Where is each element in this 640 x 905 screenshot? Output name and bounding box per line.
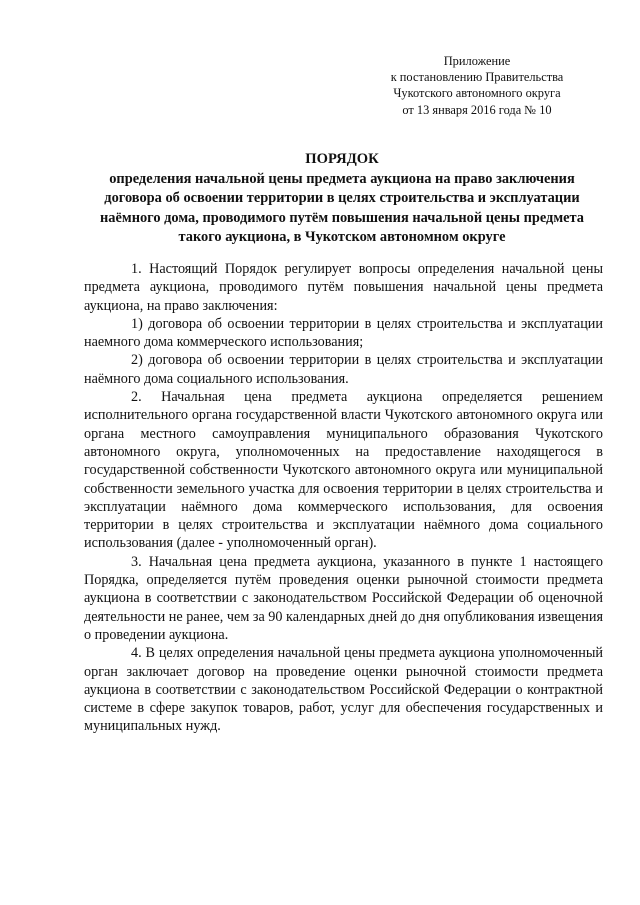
appendix-resolution-ref: к постановлению Правительства [390, 70, 564, 85]
paragraph-subitem-1: 1) договора об освоении территории в целях строительства и эксплуатации наемного дома коммерческого использования; [84, 315, 603, 351]
paragraph-subitem-2: 2) договора об освоении территории в целях строительства и эксплуатации наёмного дома социального использования. [84, 352, 603, 387]
appendix-region: Чукотского автономного округа [393, 86, 561, 101]
appendix-header [372, 53, 582, 118]
document-subtitle-line: определения начальной цены предмета аукциона на право заключения [109, 171, 575, 188]
document-body [84, 260, 603, 736]
paragraph-item-2: 2. Начальная цена предмета аукциона определяется решением исполнительного органа государственной власти Чукотского автономного округа или органа местного самоуправления муниципального образования Чукотского автономного округа, уполномоченных на предоставление находящегося в государственной собственности Чукотского автономного округа или муниципальной собственности земельного участка для освоения территории в целях строительства и эксплуатации наёмного дома коммерческого использования, для освоения территории в целях строительства и эксплуатации наёмного дома социального использования (далее - уполномоченный орган). [84, 389, 603, 552]
paragraph-item-1: 1. Настоящий Порядок регулирует вопросы определения начальной цены предмета аукциона, проводимого путём повышения начальной цены предмета аукциона, на право заключения: [84, 261, 603, 314]
document-title: ПОРЯДОК [305, 151, 379, 167]
document-subtitle-line: такого аукциона, в Чукотском автономном округе [178, 228, 506, 245]
appendix-label: Приложение [443, 54, 511, 68]
document-title-block [80, 150, 604, 247]
document-subtitle-line: договора об освоении территории в целях строительства и эксплуатации [104, 190, 580, 207]
appendix-date-number: от 13 января 2016 года № 10 [402, 102, 552, 117]
paragraph-item-3: 3. Начальная цена предмета аукциона, указанного в пункте 1 настоящего Порядка, определяется путём проведения оценки рыночной стоимости предмета аукциона в соответствии с законодательством Российской Федерации об оценочной деятельности не ранее, чем за 90 календарных дней до дня опубликования извещения о проведении аукциона. [84, 553, 603, 643]
paragraph-item-4: 4. В целях определения начальной цены предмета аукциона уполномоченный орган заключает договор на проведение оценки рыночной стоимости предмета аукциона в соответствии с законодательством Российской Федерации о контрактной системе в сфере закупок товаров, работ, услуг для обеспечения государственных и муниципальных нужд. [84, 645, 603, 735]
document-subtitle-line: наёмного дома, проводимого путём повышения начальной цены предмета [100, 209, 584, 226]
